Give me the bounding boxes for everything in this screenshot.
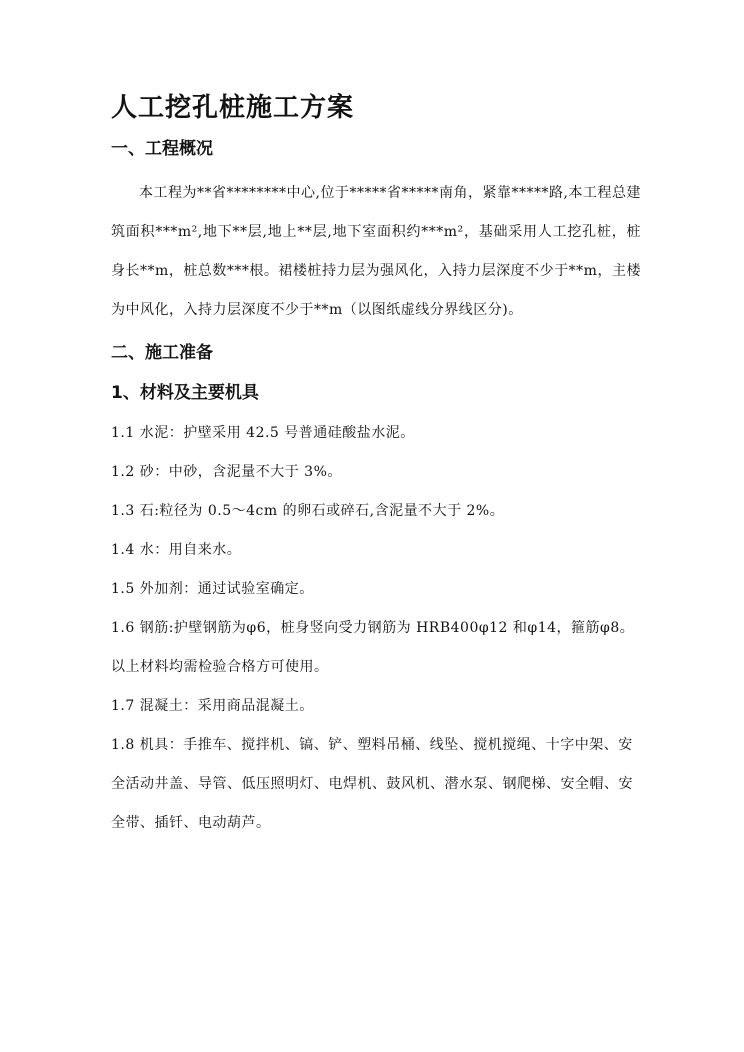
overview-paragraph: 本工程为**省********中心,位于*****省*****南角，紧靠*****路,本工程总建筑面积***m²,地下**层,地上**层,地下室面积约***m²，基础采用人工挖孔桩，桩身长**m，桩总数***根。裙楼桩持力层为强风化，入持力层深度不少于**m，主楼为中风化，入持力层深度不少于**m（以图纸虚线分界线区分)。: [111, 185, 641, 318]
material-item-stone: 1.3 石:粒径为 0.5～4cm 的卵石或碎石,含泥量不大于 2%。: [111, 503, 505, 519]
document-body: [111, 86, 641, 843]
document-title: 人工挖孔桩施工方案: [111, 93, 355, 123]
material-item-machinery: 1.8 机具：手推车、搅拌机、镐、铲、塑料吊桶、线坠、搅机搅绳、十字中架、安全活动井盖、导管、低压照明灯、电焊机、鼓风机、潜水泵、钢爬梯、安全帽、安全带、插钎、电动葫芦。: [111, 737, 633, 831]
subsection-heading-materials: 1、材料及主要机具: [111, 383, 259, 403]
section-heading-preparation: 二、施工准备: [111, 343, 213, 363]
material-item-concrete: 1.7 混凝土：采用商品混凝土。: [111, 698, 314, 714]
material-item-cement: 1.1 水泥：护壁采用 42.5 号普通硅酸盐水泥。: [111, 425, 415, 441]
material-item-water: 1.4 水：用自来水。: [111, 542, 242, 558]
material-note-inspection: 以上材料均需检验合格方可使用。: [111, 659, 329, 675]
material-item-sand: 1.2 砂：中砂，含泥量不大于 3%。: [111, 464, 342, 480]
section-heading-overview: 一、工程概况: [111, 139, 213, 159]
material-item-rebar: 1.6 钢筋:护壁钢筋为φ6，桩身竖向受力钢筋为 HRB400φ12 和φ14，箍筋φ8。: [111, 620, 635, 636]
material-item-admixture: 1.5 外加剂：通过试验室确定。: [111, 581, 314, 597]
